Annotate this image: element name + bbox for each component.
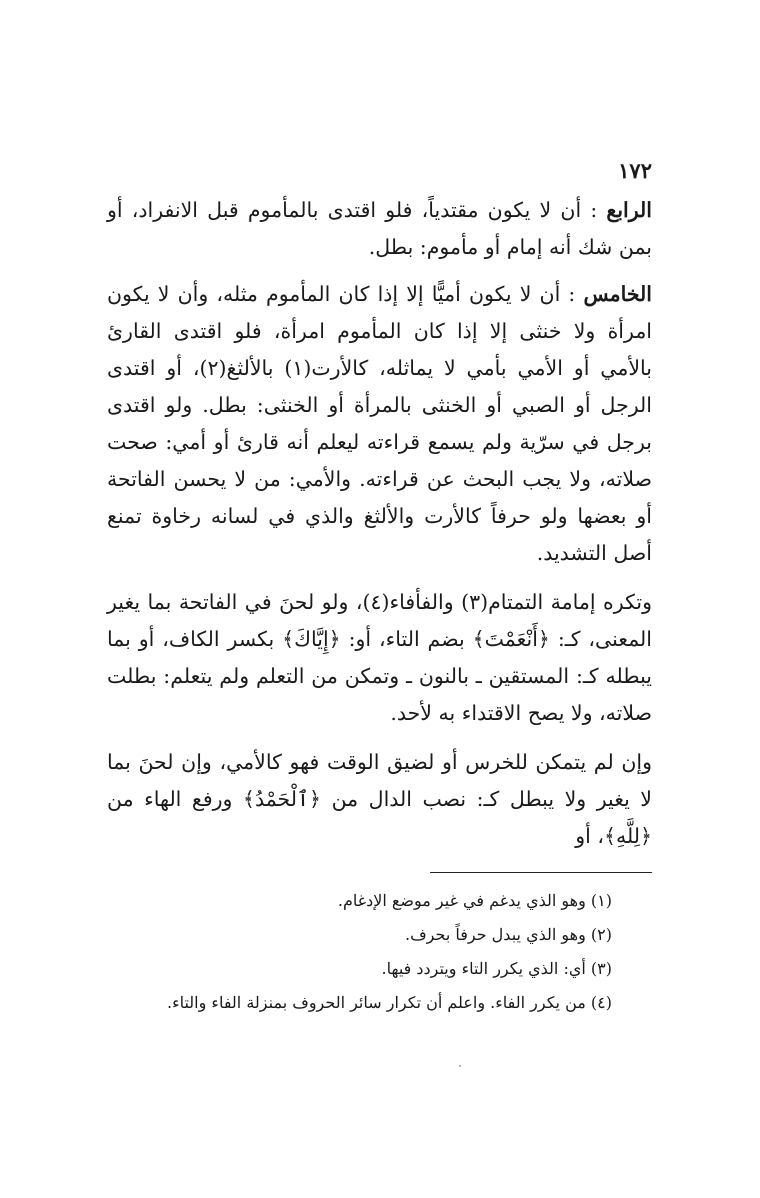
paragraph-makruh-imamate [107,584,652,732]
print-speck [459,1065,461,1067]
paragraph-text: : أن لا يكون أميًّا إلا إذا كان المأموم مثله، وأن لا يكون امرأة ولا خنثى إلا إذا كان المأموم امرأة، فلو اقتدى القارئ بالأمي أو الأمي بأمي لا يماثله، كالأرت(١) بالألثغ(٢)، أو اقتدى الرجل أو الصبي أو الخنثى بالمرأة أو الخنثى: بطل. ولو اقتدى برجل في سرّية ولم يسمع قراءته ليعلم أنه قارئ أو أمي: صحت صلاته، ولا يجب البحث عن قراءته. والأمي: من لا يحسن الفاتحة أو بعضها ولو حرفاً كالأرت والألثغ والذي في لسانه رخاوة تمنع أصل التشديد. [107,282,652,565]
paragraph-lead: الخامس [583,282,652,306]
footnote-1: (١) وهو الذي يدغم في غير موضع الإدغام. [337,891,612,910]
footnote-3: (٣) أي: الذي يكرر التاء ويتردد فيها. [381,959,612,978]
footnotes [112,884,612,1020]
paragraph-unable-to-learn [107,744,652,855]
footnote-4: (٤) من يكرر الفاء. واعلم أن تكرار سائر الحروف بمنزلة الفاء والتاء. [166,993,612,1012]
paragraph-text: : أن لا يكون مقتدياً، فلو اقتدى بالمأموم قبل الانفراد، أو بمن شك أنه إمام أو مأموم: بطل. [107,198,652,259]
page-number: ١٧٢ [618,158,652,183]
paragraph-fifth-condition [107,276,652,572]
footnote-2: (٢) وهو الذي يبدل حرفاً بحرف. [404,925,612,944]
footnote-separator [430,872,652,873]
main-text [107,192,652,867]
paragraph-lead: الرابع [606,198,652,222]
paragraph-fourth-condition [107,192,652,266]
paragraph-text: وإن لم يتمكن للخرس أو لضيق الوقت فهو كالأمي، وإن لحنَ بما لا يغير ولا يبطل كـ: نصب الدال من ﴿ٱلْحَمْدُ﴾ ورفع الهاء من ﴿لِلَّهِ﴾، أو [107,750,652,848]
paragraph-text: وتكره إمامة التمتام(٣) والفأفاء(٤)، ولو لحنَ في الفاتحة بما يغير المعنى، كـ: ﴿أَنْعَمْتَ﴾ بضم التاء، أو: ﴿إِيَّاكَ﴾ بكسر الكاف، أو بما يبطله كـ: المستقين ـ بالنون ـ وتمكن من التعلم ولم يتعلم: بطلت صلاته، ولا يصح الاقتداء به لأحد. [107,590,653,725]
